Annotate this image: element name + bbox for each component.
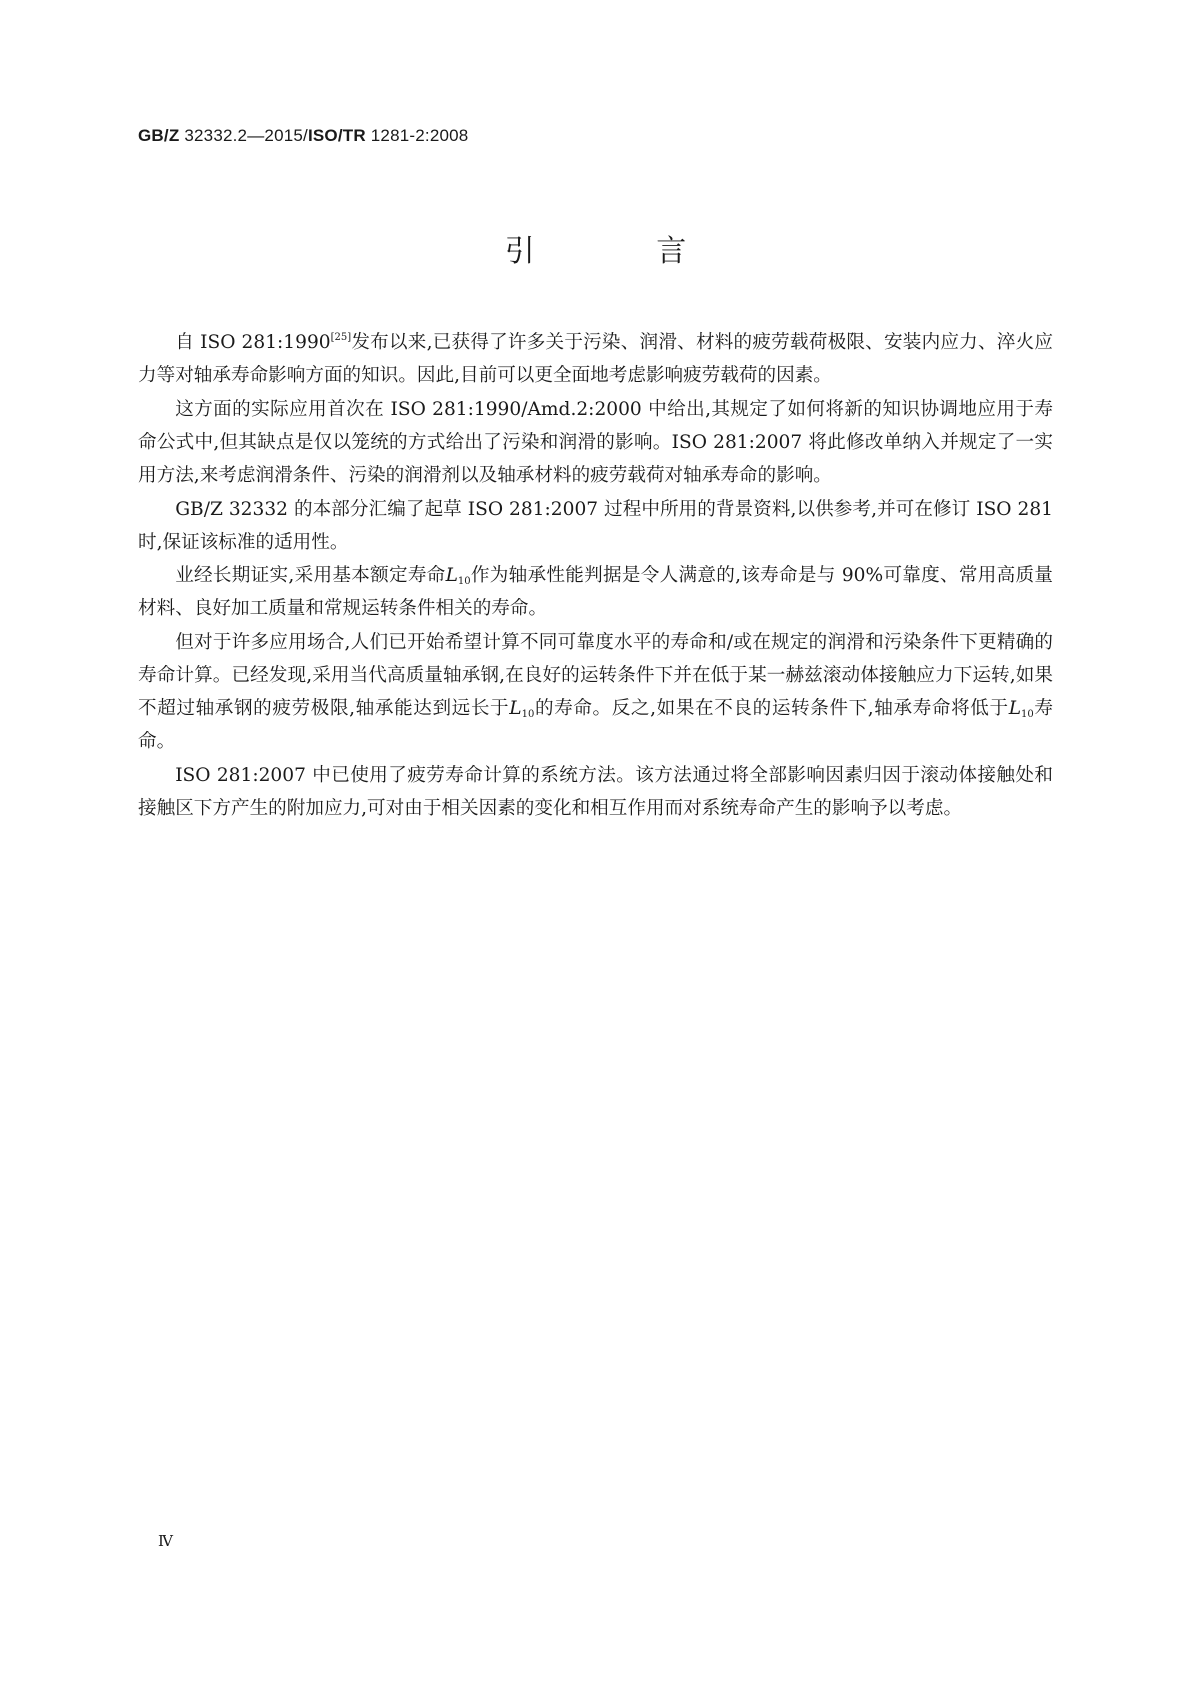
paragraph-6: ISO 281:2007 中已使用了疲劳寿命计算的系统方法。该方法通过将全部影响因素归因于滚动体接触处和接触区下方产生的附加应力,可对由于相关因素的变化和相互作用而对系统寿命产生的影响予以考虑。 — [138, 764, 1053, 819]
life-symbol — [509, 698, 534, 719]
paragraph-4-text-b: 作为轴承性能判据是令人满意的,该寿命是与 90%可靠度、常用高质量材料、良好加工质量和常规运转条件相关的寿命。 — [138, 565, 1053, 620]
code-iso: ISO/TR — [307, 126, 366, 145]
code-prefix: GB/Z — [138, 126, 180, 145]
paragraph-5 — [138, 626, 1053, 758]
code-number: 32332.2—2015/ — [184, 126, 308, 145]
life-symbol-subscript: 10 — [521, 709, 535, 721]
code-suffix: 1281-2:2008 — [370, 126, 469, 145]
introduction-body — [138, 326, 1053, 826]
paragraph-4-text-a: 业经长期证实,采用基本额定寿命 — [175, 565, 446, 587]
paragraph-3: GB/Z 32332 的本部分汇编了起草 ISO 281:2007 过程中所用的背景资料,以供参考,并可在修订 ISO 281 时,保证该标准的适用性。 — [138, 498, 1053, 553]
paragraph-2: 这方面的实际应用首次在 ISO 281:1990/Amd.2:2000 中给出,其规定了如何将新的知识协调地应用于寿命公式中,但其缺点是仅以笼统的方式给出了污染和润滑的影响。ISO 281:2007 将此修改单纳入并规定了一实用方法,来考虑润滑条件、污染的润滑剂以及轴承材料的疲劳载荷对轴承寿命的影响。 — [138, 398, 1053, 486]
life-symbol-subscript: 10 — [1021, 709, 1034, 721]
life-symbol — [446, 565, 471, 586]
paragraph-1 — [138, 326, 1053, 392]
paragraph-5-text-c: 寿命。 — [138, 698, 1053, 753]
life-symbol — [1009, 698, 1034, 719]
paragraph-1-text-a: 自 ISO 281:1990 — [175, 332, 331, 353]
life-symbol-letter: L — [1008, 698, 1022, 720]
life-symbol-subscript: 10 — [457, 576, 471, 588]
life-symbol-letter: L — [509, 698, 522, 720]
life-symbol-letter: L — [445, 565, 458, 587]
page-title: 引 言 — [504, 234, 743, 269]
citation-reference: [25] — [330, 332, 352, 343]
paragraph-5-text-a: 但对于许多应用场合,人们已开始希望计算不同可靠度水平的寿命和/或在规定的润滑和污染条件下更精确的寿命计算。已经发现,采用当代高质量轴承钢,在良好的运转条件下并在低于某一赫兹滚动体接触应力下运转,如果不超过轴承钢的疲劳极限,轴承能达到远长于 — [138, 632, 1053, 720]
paragraph-1-text-b: 发布以来,已获得了许多关于污染、润滑、材料的疲劳载荷极限、安装内应力、淬火应力等对轴承寿命影响方面的知识。因此,目前可以更全面地考虑影响疲劳载荷的因素。 — [138, 332, 1053, 386]
document-code — [138, 126, 468, 146]
page-number: Ⅳ — [158, 1534, 173, 1550]
paragraph-5-text-b: 的寿命。反之,如果在不良的运转条件下,轴承寿命将低于 — [534, 698, 1009, 720]
paragraph-4 — [138, 559, 1053, 625]
